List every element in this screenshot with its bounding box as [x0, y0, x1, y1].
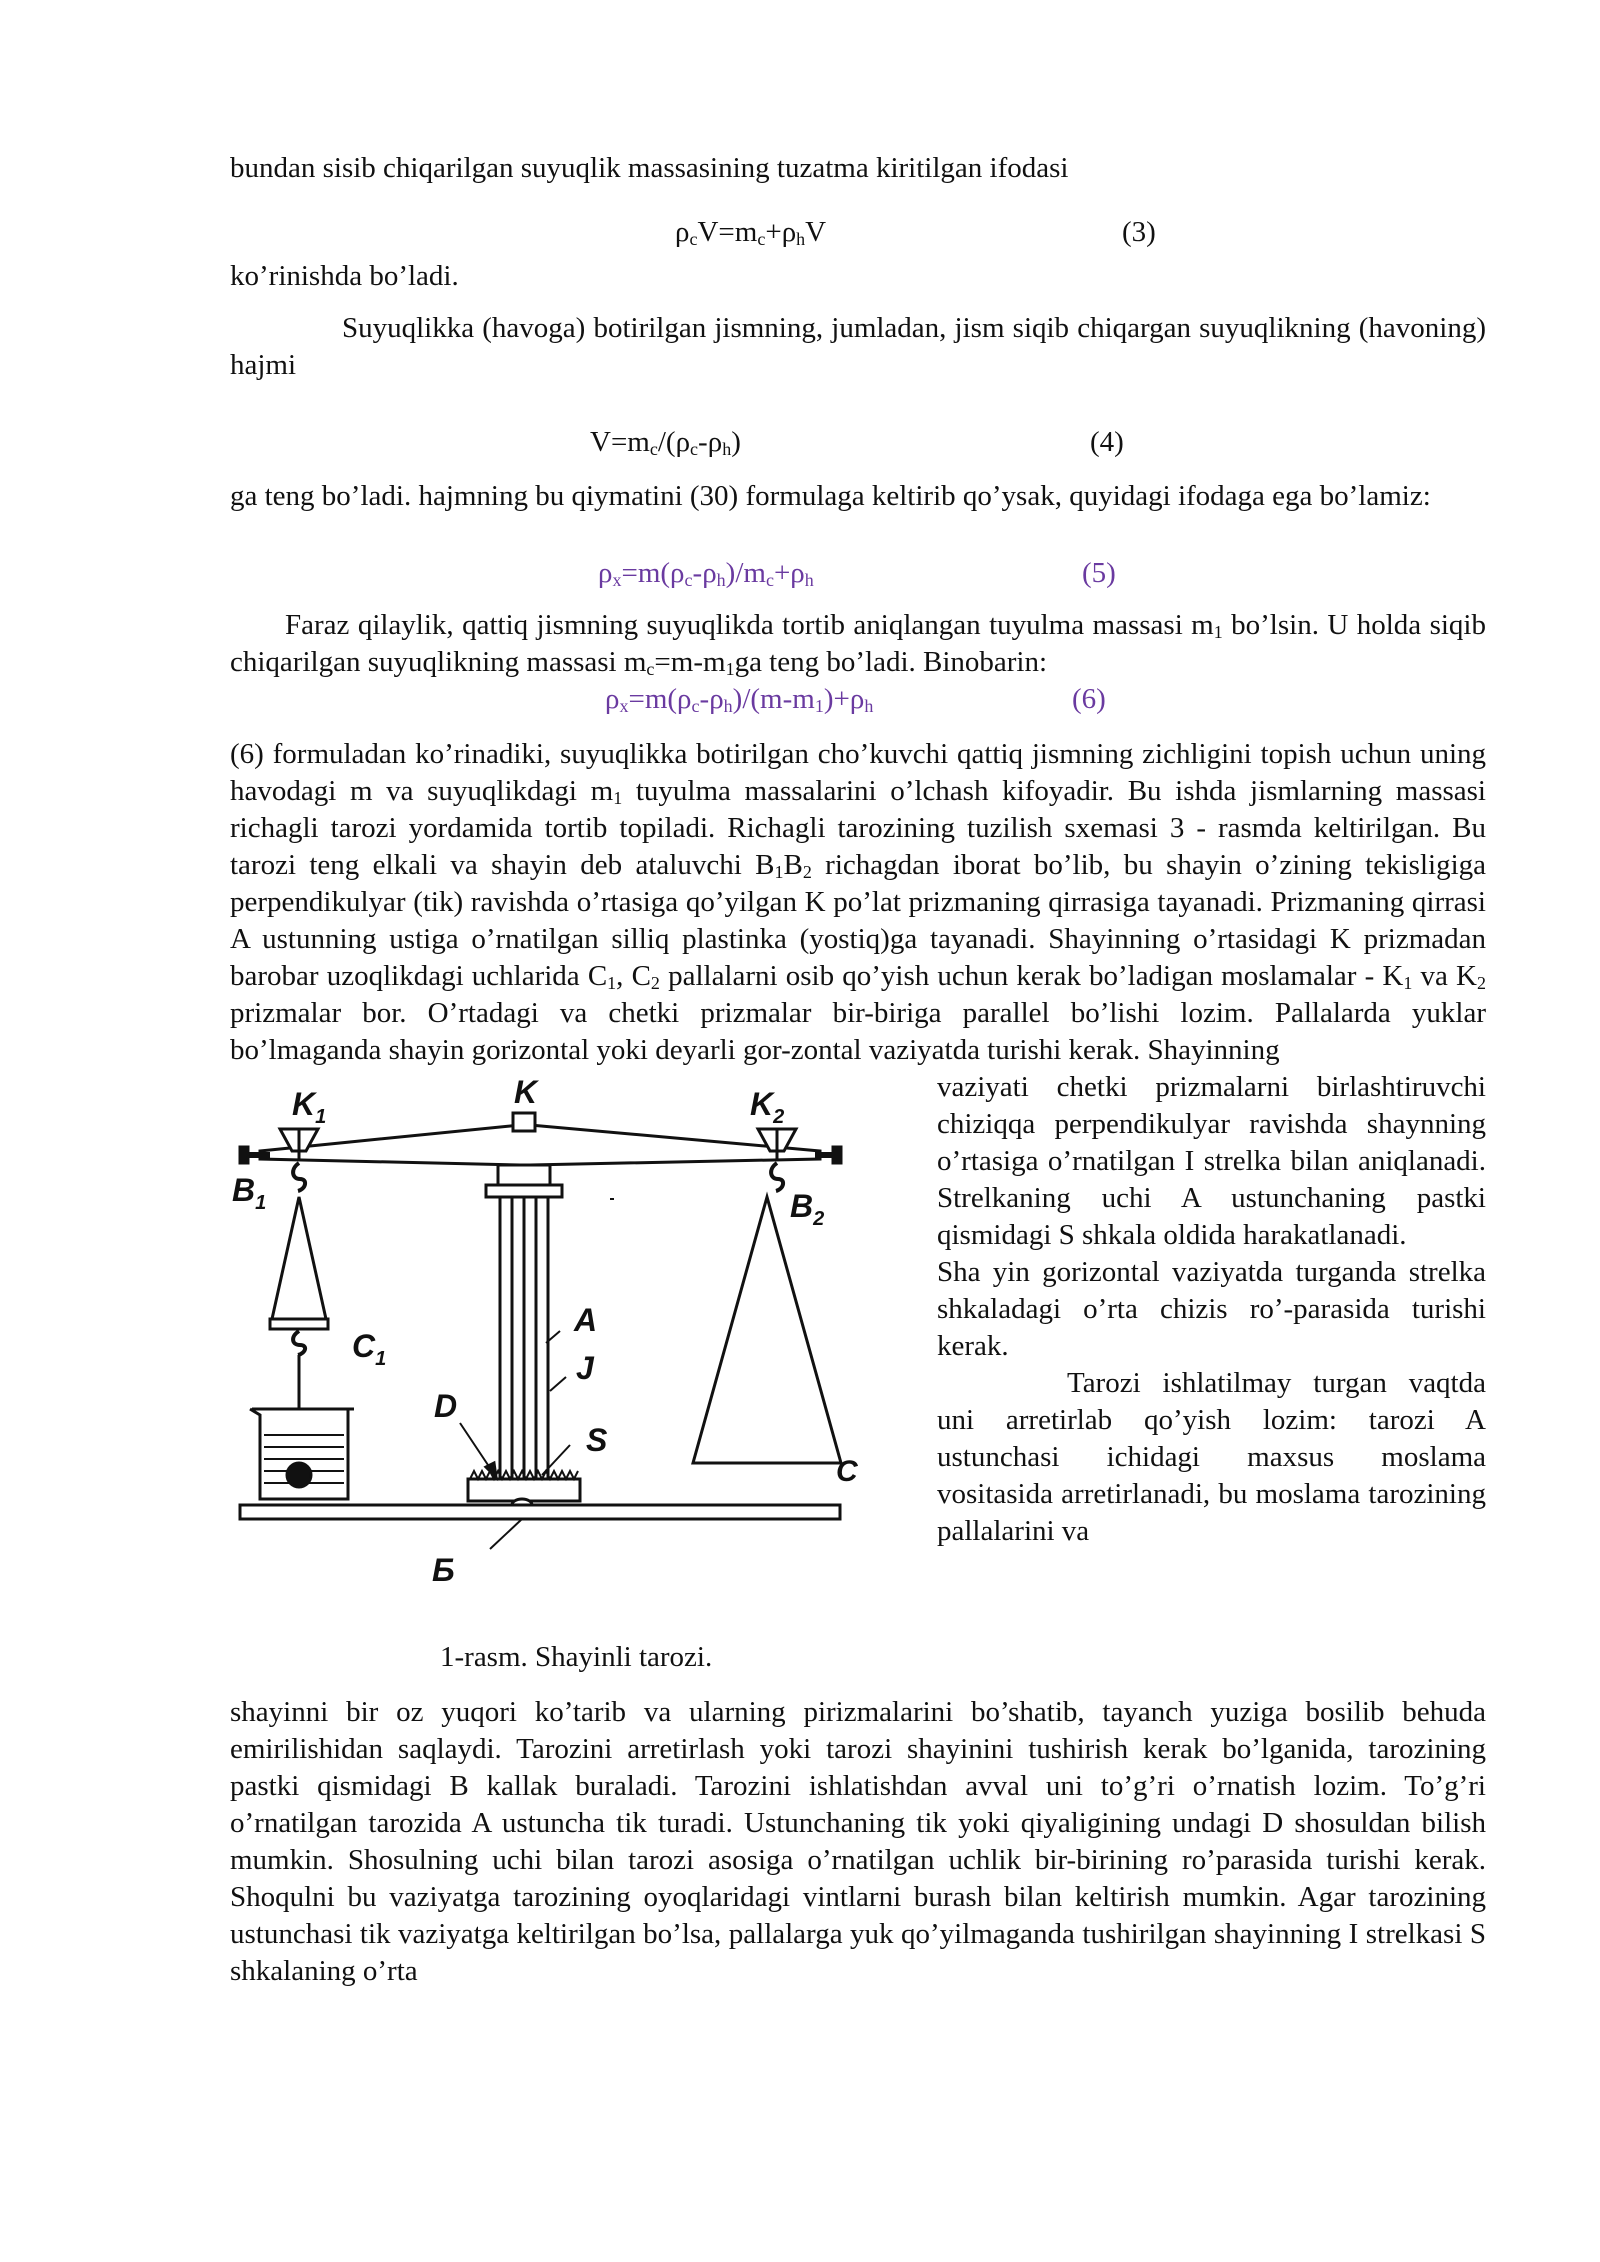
label-c2: C: [836, 1455, 858, 1488]
label-b1: $B_1$: [232, 1172, 267, 1214]
formula-5: [230, 555, 1486, 595]
label-k: K: [514, 1074, 538, 1110]
label-b: Б: [432, 1552, 455, 1588]
label-s: S: [586, 1422, 608, 1458]
formula-3: [230, 214, 1486, 254]
formula-number: (6): [1072, 683, 1106, 715]
label-d: D: [434, 1388, 458, 1424]
text-line: ko’rinishda bo’ladi.: [230, 260, 459, 292]
text-line: bundan sisib chiqarilgan suyuqlik massasining tuzatma kiritilgan ifodasi: [230, 152, 1069, 184]
balance-figure: [230, 1074, 858, 1599]
paragraph: Tarozi ishlatilmay turgan vaqtda uni arretirlab qo’yish lozim: tarozi A ustunchasi ichidagi maxsus moslama vositasida arretirlanadi, bu moslama tarozining pallalarini va: [937, 1367, 1486, 1547]
paragraph: (6) formuladan ko’rinadiki, suyuqlikka botirilgan cho’kuvchi qattiq jismning zichligini topish uchun uning havodagi m va suyuqlikdagi $m_1$ tuyulma massalarini o’lchash kifoyadir. Bu ishda jismlarning massasi richagli tarozi yordamida tortib topiladi. Richagli tarozining tuzilish sxemasi 3 - rasmda keltirilgan. Bu tarozi teng elkali va shayin deb ataluvchi $B_1B_2$ richagdan iborat bo’lib, bu shayin o’zining tekisligiga perpendikulyar (tik) ravishda o’rtasiga qo’yilgan K po’lat prizmaning qirrasiga tayanadi. Prizmaning qirrasi A ustunning ustiga o’rnatilgan silliq plastinka (yostiq)ga tayanadi. Shayinning o’rtasidagi K prizmadan barobar uzoqlikdagi uchlarida $C_1$, $C_2$ pallalarni osib qo’yish uchun kerak bo’ladigan moslamalar - $K_1$ va $K_2$ prizmalar bor. O’rtadagi va chetki prizmalar bir-biriga parallel bo’lishi lozim. Pallalarda yuklar bo’lmaganda shayin gorizontal yoki deyarli gor-zontal vaziyatda turishi kerak. Shayinning: [230, 738, 1486, 1066]
label-k2: $K_2$: [750, 1086, 785, 1128]
formula-body: $\rho_cV=m_c+\rho_hV$: [675, 216, 827, 249]
paragraph: Suyuqlikka (havoga) botirilgan jismning, jumladan, jism siqib chiqargan suyuqlikning (havoning) hajmi: [230, 312, 1486, 381]
side-text: [937, 1069, 1486, 1550]
paragraph: Faraz qilaylik, qattiq jismning suyuqlikda tortib aniqlangan tuyulma massasi $m_1$ bo’lsin. U holda siqib chiqarilgan suyuqlikning massasi $m_c=m-m_1ga$ teng bo’ladi. Binobarin:: [230, 609, 1486, 679]
label-j: J: [576, 1350, 594, 1386]
formula-4: [230, 424, 1486, 464]
formula-body: $\rho_x=m(\rho_c-\rho_h)/m_c+\rho_h$: [598, 557, 814, 590]
formula-body: $V=m_c/(\rho_c-\rho_h)$: [590, 426, 741, 459]
label-k1: $K_1$: [292, 1086, 327, 1128]
label-b2: $B_2$: [790, 1188, 825, 1230]
formula-number: (3): [1122, 216, 1156, 248]
figure-block: [230, 1069, 1486, 1694]
label-a: A: [574, 1302, 598, 1338]
formula-6: [230, 681, 1486, 721]
formula-number: (5): [1082, 557, 1116, 589]
formula-number: (4): [1090, 426, 1124, 458]
figure-caption: 1-rasm. Shayinli tarozi.: [440, 1641, 713, 1673]
document-page: [230, 150, 1486, 1990]
formula-body: $\rho_x=m(\rho_c-\rho_h)/(m-m_1)+\rho_h$: [605, 683, 874, 716]
paragraph: Sha yin gorizontal vaziyatda turganda strelka shkaladagi o’rta chizis ro’-parasida turishi kerak.: [937, 1256, 1486, 1362]
paragraph: shayinni bir oz yuqori ko’tarib va ularning pirizmalarini bo’shatib, tayanch yuziga bosilib behuda emirilishidan saqlaydi. Tarozini arretirlash yoki tarozi shayinini tushirish kerak bo’lganida, tarozining pastki qismidagi B kallak buraladi. Tarozini ishlatishdan avval uni to’g’ri o’rnatish lozim. To’g’ri o’rnatilgan tarozida A ustuncha tik turadi. Ustunchaning tik yoki qiyaligining undagi D shosuldan bilish mumkin. Shosulning uchi bilan tarozi asosiga o’rnatilgan uchlik bir-birining ro’parasida turishi kerak. Shoqulni bu vaziyatga tarozining oyoqlaridagi vintlarni burash bilan keltirish mumkin. Agar tarozining ustunchasi tik vaziyatga keltirilgan bo’lsa, pallalarga yuk qo’yilmaganda tushirilgan shayinning I strelkasi S shkalaning o’rta: [230, 1696, 1486, 1987]
paragraph: ga teng bo’ladi. hajmning bu qiymatini (30) formulaga keltirib qo’ysak, quyidagi ifodaga ega bo’lamiz:: [230, 480, 1431, 512]
paragraph: vaziyati chetki prizmalarni birlashtiruvchi chiziqqa perpendikulyar ravishda shaynning o’rtasiga o’rnatilgan I strelka bilan aniqlanadi. Strelkaning uchi A ustunchaning pastki qismidagi S shkala oldida harakatlanadi.: [937, 1071, 1486, 1251]
label-c1: $C_1$: [352, 1328, 387, 1370]
